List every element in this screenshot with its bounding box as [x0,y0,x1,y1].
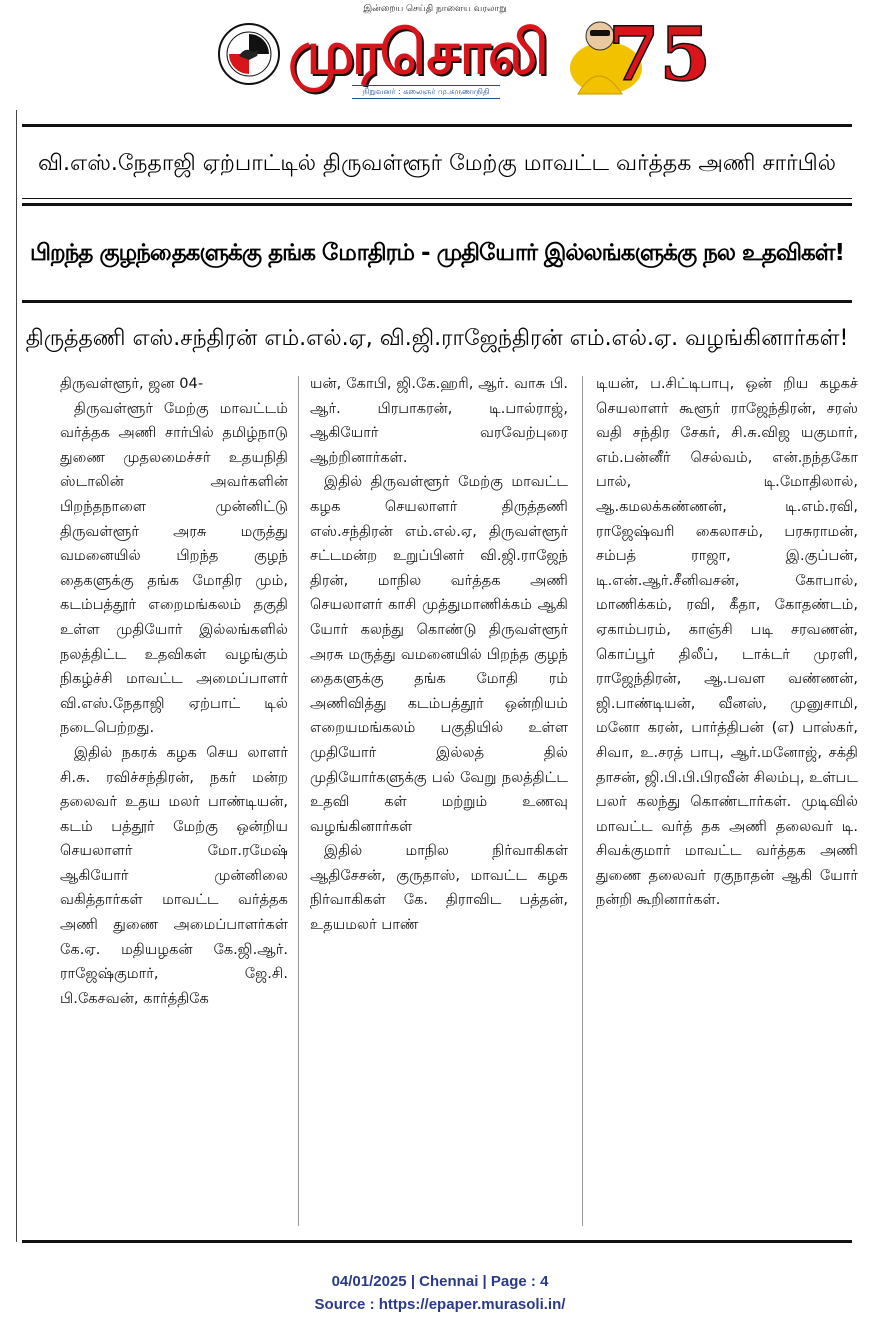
article-headline: பிறந்த குழந்தைகளுக்கு தங்க மோதிரம் - முதியோர் இல்லங்களுக்கு நல உதவிகள்! [29,240,844,266]
article-subhead: திருத்தணி எஸ்.சந்திரன் எம்.எல்.ஏ, வி.ஜி.ராஜேந்திரன் எம்.எல்.ஏ. வழங்கினார்கள்! [25,326,849,351]
column-divider [298,376,299,1226]
masthead-tagline: இன்றைய செய்தி நாளைய வரலாறு [363,4,507,14]
left-margin-rule [16,110,17,1242]
logo-founder-line: நிறுவனர் : கலைஞர் மு.கருணாநிதி [352,85,500,99]
top-rule [22,124,852,127]
paragraph: யன், கோபி, ஜி.கே.ஹரி, ஆர். வாசு பி. ஆர். பிரபாகரன், டி.பால்ராஜ், ஆகியோர் வரவேற்புரை ஆற்றினார்கள். [310,375,568,466]
anniversary-75-badge [566,6,711,98]
article-column-1 [60,372,288,1222]
article-kicker: வி.எஸ்.நேதாஜி ஏற்பாட்டில் திருவள்ளூர் மேற்கு மாவட்ட வர்த்தக அணி சார்பில் [38,151,836,176]
paragraph: திருவள்ளூர் மேற்கு மாவட்டம் வர்த்தக அணி சார்பில் தமிழ்நாடு துணை முதலமைச்சர் உதயநிதி ஸ்டாலின் அவர்களின் பிறந்தநாளை முன்னிட்டு திருவள்ளூர் அரசு மருத்து வமனையில் பிறந்த குழந் தைகளுக்கு தங்க மோதிர மும், கடம்பத்தூர் எறைமங்கலம் தகுதி உள்ள முதியோர் இல்லங்களில் நலத்திட்ட உதவிகள் வழங்கும் நிகழ்ச்சி மாவட்ட அமைப்பாளர் வி.எஸ்.நேதாஜி ஏற்பாட் டில் நடைபெற்றது. [60,399,288,737]
dateline: திருவள்ளூர், ஜன 04- [60,375,204,392]
anniversary-number: 75 [608,12,711,98]
paragraph: இதில் திருவள்ளூர் மேற்கு மாவட்ட கழக செயலாளர் திருத்தணி எஸ்.சந்திரன் எம்.எல்.ஏ, திருவள்ளூர் சட்டமன்ற உறுப்பினர் வி.ஜி.ராஜேந் திரன், மாநில வர்த்தக அணி செயலாளர் காசி முத்துமாணிக்கம் ஆகி யோர் கலந்து கொண்டு திருவள்ளூர் அரசு மருத்து வமனையில் பிறந்த குழந் தைகளுக்கு தங்க மோதி ரம் அணிவித்து கடம்பத்தூர் ஒன்றியம் எறையமங்கலம் பகுதியில் உள்ள முதியோர் இல்லத் தில் முதியோர்களுக்கு பல் வேறு நலத்திட்ட உதவி கள் மற்றும் உணவு வழங்கினார்கள் [310,473,568,835]
headline-top-rule [22,203,852,206]
article-column-2 [310,372,568,1222]
column-divider [582,376,583,1226]
party-emblem-icon [217,22,281,86]
footer-source-link[interactable]: Source : https://epaper.murasoli.in/ [314,1296,566,1313]
masthead [0,0,880,112]
paragraph: இதில் நகரக் கழக செய லாளர் சி.சு. ரவிச்சந்திரன், நகர் மன்ற தலைவர் உதய மலர் பாண்டியன், கடம் பத்தூர் மேற்கு ஒன்றிய செயலாளர் மோ.ரமேஷ் ஆகியோர் முன்னிலை வகித்தார்கள் மாவட்ட வர்த்தக அணி துணை அமைப்பாளர்கள் கே.ஏ. மதியழகன் கே.ஜி.ஆர். ராஜேஷ்குமார், ஜே.சி. பி.கேசவன், கார்த்திகே [60,743,288,1007]
kicker-rule [22,198,852,199]
paragraph: டியன், ப.சிட்டிபாபு, ஒன் றிய கழகச் செயலாளர் கூளூர் ராஜேந்திரன், சரஸ் வதி சந்திர சேகர், சி.சு.விஜ யகுமார், எம்.பன்னீர் செல்வம், என்.நந்தகோ பால், டி.மோதிலால், ஆ.கமலக்கண்ணன், டி.எம்.ரவி, ராஜேஷ்வரி கைலாசம், பரசுராமன், சம்பத் ராஜா, இ.குப்பன், டி.என்.ஆர்.சீனிவசன், கோபால், மாணிக்கம், ரவி, கீதா, கோதண்டம், ஏகாம்பரம், காஞ்சி படி சரவணன், கொப்பூர் திலீப், டாக்டர் முரளி, ராஜேந்திரன், ஆ.பவள வண்ணன், ஜி.பாண்டியன், வீனஸ், முனுசாமி, மனோ கரன், பார்த்திபன் (எ) பாஸ்கர், சிவா, உ.சரத் பாபு, ஆர்.மனோஜ், சக்தி தாசன், ஜி.பி.பி.பிரவீன் சிலம்பு, உள்பட பலர் கலந்து கொண்டார்கள். முடிவில் மாவட்ட வர்த் தக அணி தலைவர் டி. சிவக்குமார் மாவட்ட வர்த்தக அணி துணை தலைவர் ரகுநாதன் ஆகி யோர் நன்றி கூறினார்கள். [596,375,858,909]
bottom-rule [22,1240,852,1243]
footer-date-page: 04/01/2025 | Chennai | Page : 4 [331,1273,549,1290]
headline-bottom-rule [22,300,852,303]
paragraph: இதில் மாநில நிர்வாகிகள் ஆதிசேசன், குருதாஸ், மாவட்ட கழக நிர்வாகிகள் கே. திராவிட பத்தன், உதயமலர் பாண் [310,842,568,934]
newspaper-logo: முரசொலி [288,18,546,88]
article-column-3 [596,372,858,1222]
